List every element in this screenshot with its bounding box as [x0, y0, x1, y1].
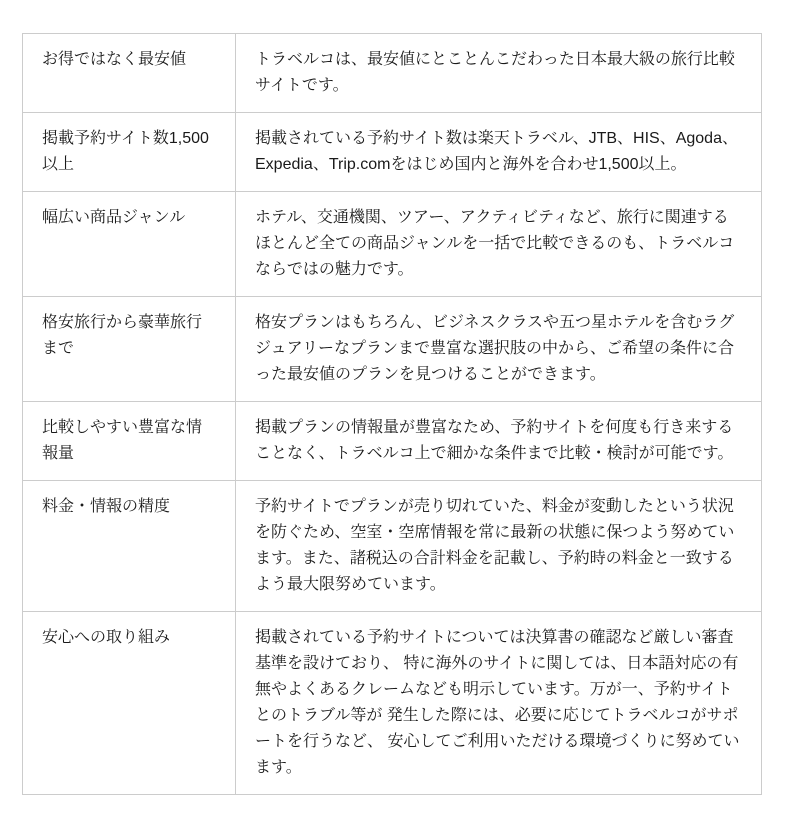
feature-description: 掲載プランの情報量が豊富なため、予約サイトを何度も行き来することなく、トラベルコ上で細かな条件まで比較・検討が可能です。 — [236, 402, 762, 481]
feature-description: 格安プランはもちろん、ビジネスクラスや五つ星ホテルを含むラグジュアリーなプランまで豊富な選択肢の中から、ご希望の条件に合った最安値のプランを見つけることができます。 — [236, 297, 762, 402]
feature-label: 格安旅行から豪華旅行まで — [23, 297, 236, 402]
table-row — [23, 481, 762, 612]
feature-label: 料金・情報の精度 — [23, 481, 236, 612]
feature-label: 掲載予約サイト数1,500以上 — [23, 113, 236, 192]
feature-label: 幅広い商品ジャンル — [23, 192, 236, 297]
feature-label: お得ではなく最安値 — [23, 34, 236, 113]
table-row — [23, 34, 762, 113]
feature-description: トラベルコは、最安値にとことんこだわった日本最大級の旅行比較サイトです。 — [236, 34, 762, 113]
table-row — [23, 192, 762, 297]
table-row — [23, 297, 762, 402]
feature-label: 比較しやすい豊富な情報量 — [23, 402, 236, 481]
table-row — [23, 612, 762, 795]
feature-description: 掲載されている予約サイト数は楽天トラベル、JTB、HIS、Agoda、Expedia、Trip.comをはじめ国内と海外を合わせ1,500以上。 — [236, 113, 762, 192]
feature-description: 掲載されている予約サイトについては決算書の確認など厳しい審査基準を設けており、 特に海外のサイトに関しては、日本語対応の有無やよくあるクレームなども明示しています。万が一、予約サイトとのトラブル等が 発生した際には、必要に応じてトラベルコがサポートを行うなど、 安心してご利用いただける環境づくりに努めています。 — [236, 612, 762, 795]
feature-description: ホテル、交通機関、ツアー、アクティビティなど、旅行に関連するほとんど全ての商品ジャンルを一括で比較できるのも、トラベルコならではの魅力です。 — [236, 192, 762, 297]
travelko-features-table — [22, 33, 762, 795]
table-row — [23, 402, 762, 481]
feature-label: 安心への取り組み — [23, 612, 236, 795]
table-row — [23, 113, 762, 192]
feature-description: 予約サイトでプランが売り切れていた、料金が変動したという状況を防ぐため、空室・空席情報を常に最新の状態に保つよう努めています。また、諸税込の合計料金を記載し、予約時の料金と一致するよう最大限努めています。 — [236, 481, 762, 612]
